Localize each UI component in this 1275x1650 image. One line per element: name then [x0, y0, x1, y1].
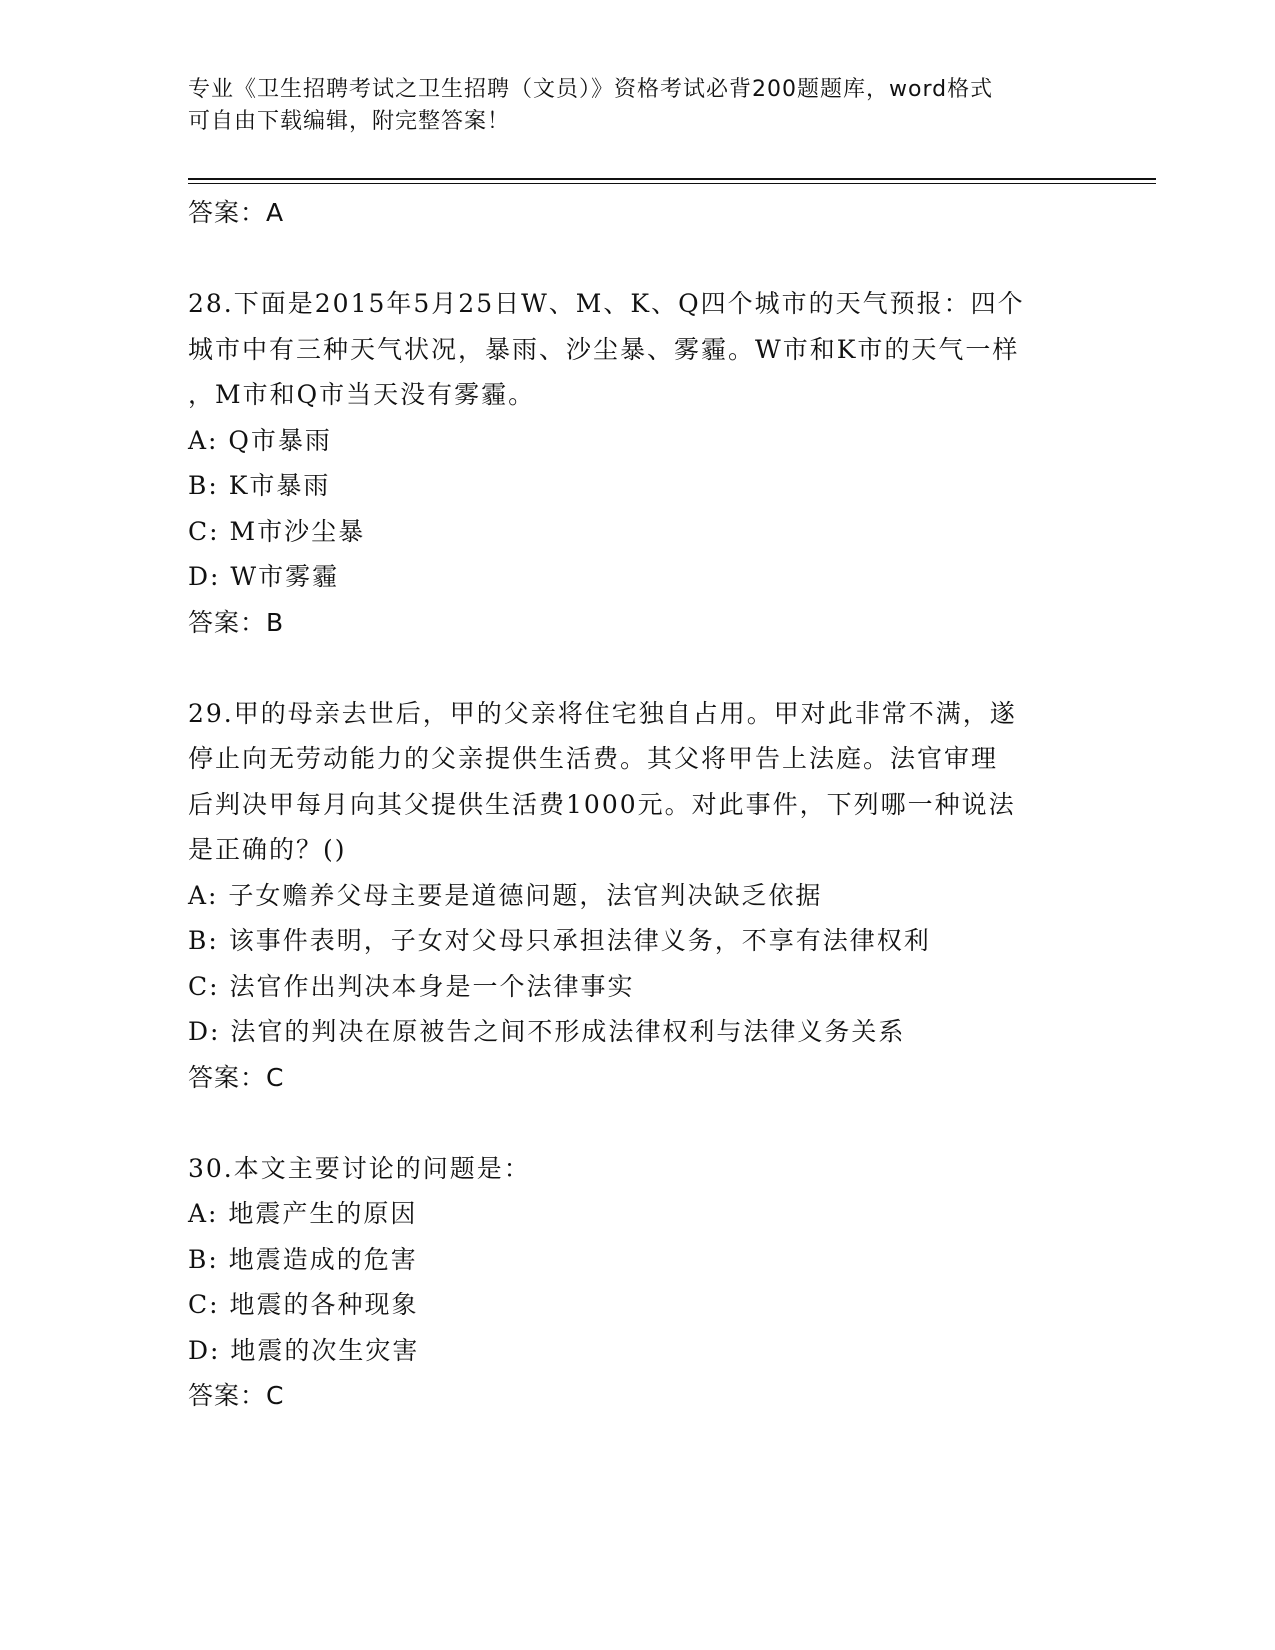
option-a: A: Q市暴雨	[188, 425, 332, 455]
question-stem-line: 后判决甲每月向其父提供生活费1000元。对此事件，下列哪一种说法	[188, 789, 1016, 819]
option-b: B: 该事件表明，子女对父母只承担法律义务，不享有法律权利	[188, 926, 931, 955]
question-block	[188, 1146, 1088, 1419]
spacer	[188, 1100, 1088, 1146]
question-stem-line: 29.甲的母亲去世后，甲的父亲将住宅独自占用。甲对此非常不满，遂	[188, 698, 1017, 728]
spacer	[188, 645, 1088, 691]
answer-line: 答案：B	[188, 607, 285, 637]
option-c: C: 地震的各种现象	[188, 1290, 419, 1319]
option-c: C: 法官作出判决本身是一个法律事实	[188, 971, 635, 1001]
option-a: A: 子女赡养父母主要是道德问题，法官判决缺乏依据	[188, 880, 823, 910]
option-d: D: W市雾霾	[188, 562, 340, 591]
document-header	[188, 74, 1088, 138]
question-stem-line: 停止向无劳动能力的父亲提供生活费。其父将甲告上法庭。法官审理	[188, 744, 999, 773]
question-stem-line: 是正确的？()	[188, 835, 347, 864]
option-b: B: 地震造成的危害	[188, 1244, 418, 1274]
spacer	[188, 236, 1088, 282]
header-line-1: 专业《卫生招聘考试之卫生招聘（文员）》资格考试必背200题题库，word格式	[188, 77, 994, 102]
question-stem-line: 30.本文主要讨论的问题是：	[188, 1153, 531, 1183]
question-stem-line: 28.下面是2015年5月25日W、M、K、Q四个城市的天气预报：四个	[188, 289, 1025, 318]
header-line-2: 可自由下载编辑，附完整答案！	[188, 109, 511, 134]
question-stem-line: 城市中有三种天气状况，暴雨、沙尘暴、雾霾。W市和K市的天气一样	[188, 334, 1020, 364]
header-divider-thin	[188, 183, 1156, 184]
answer-line: 答案：C	[188, 1381, 285, 1410]
option-c: C: M市沙尘暴	[188, 516, 366, 546]
question-list	[188, 190, 1088, 1419]
question-stem-line: ，M市和Q市当天没有雾霾。	[188, 380, 536, 409]
question-block	[188, 281, 1088, 645]
option-d: D: 地震的次生灾害	[188, 1335, 420, 1365]
answer-line: 答案：A	[188, 198, 285, 227]
question-block	[188, 691, 1088, 1101]
option-a: A: 地震产生的原因	[188, 1199, 418, 1228]
option-b: B: K市暴雨	[188, 471, 331, 500]
answer-line: 答案：C	[188, 1062, 285, 1092]
header-divider-thick	[188, 178, 1156, 180]
option-d: D: 法官的判决在原被告之间不形成法律权利与法律义务关系	[188, 1017, 906, 1046]
